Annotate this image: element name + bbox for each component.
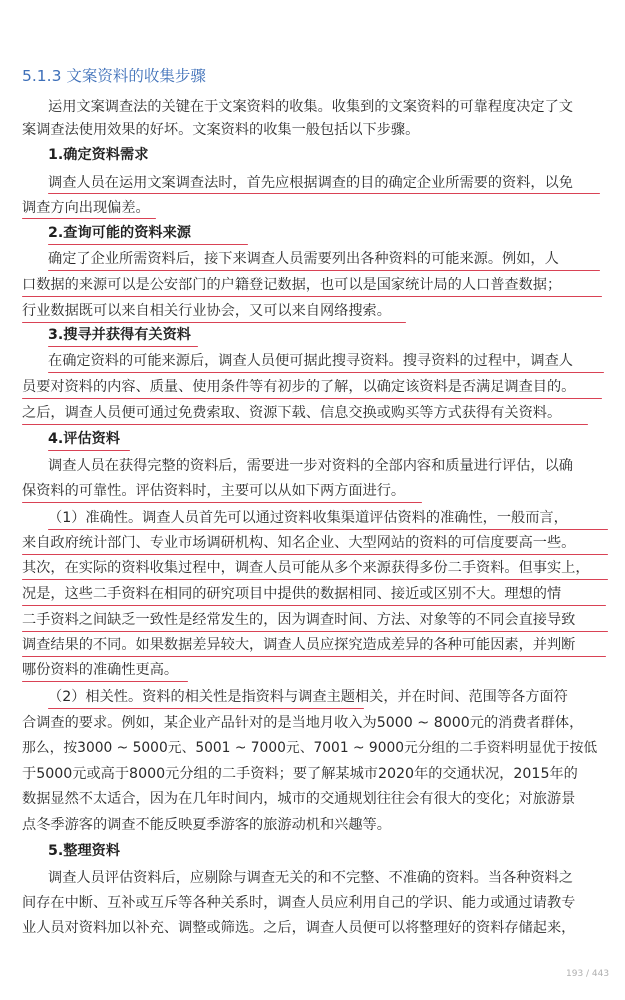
highlight-underline [22, 502, 422, 503]
paragraph-line: 调查方向出现偏差。 [22, 200, 150, 216]
paragraph-line: 口数据的来源可以是公安部门的户籍登记数据，也可以是国家统计局的人口普查数据； [22, 277, 562, 293]
highlight-underline [48, 708, 364, 709]
paragraph-line: 合调查的要求。例如，某企业产品针对的是当地月收入为5000 ~ 8000元的消费者群体， [22, 715, 584, 731]
highlight-underline [48, 450, 130, 451]
paragraph-line: 运用文案调查法的关键在于文案资料的收集。收集到的文案资料的可靠程度决定了文 [48, 99, 573, 115]
highlight-underline [22, 322, 406, 323]
paragraph-line: 调查结果的不同。如果数据差异较大，调查人员应探究造成差异的各种可能因素，并判断 [22, 637, 576, 653]
highlight-underline [22, 681, 188, 682]
step-heading: 4.评估资料 [48, 431, 121, 447]
highlight-underline [22, 398, 602, 399]
highlight-underline [22, 554, 608, 555]
step-heading: 2.查询可能的资料来源 [48, 225, 191, 241]
paragraph-line: 哪份资料的准确性更高。 [22, 662, 179, 678]
paragraph-line: （1）准确性。调查人员首先可以通过资料收集渠道评估资料的准确性，一般而言， [48, 510, 568, 526]
paragraph-line: 保资料的可靠性。评估资料时，主要可以从如下两方面进行。 [22, 483, 406, 499]
paragraph-line: 之后，调查人员便可通过免费索取、资源下载、信息交换或购买等方式获得有关资料。 [22, 405, 562, 421]
page-number: 193 / 443 [566, 969, 610, 979]
paragraph-line: （2）相关性。资料的相关性是指资料与调查主题相关，并在时间、范围等各方面符 [48, 689, 568, 705]
highlight-underline [48, 529, 608, 530]
highlight-underline [22, 424, 588, 425]
highlight-underline [48, 270, 600, 271]
highlight-underline [22, 631, 608, 632]
paragraph-line: 二手资料之间缺乏一致性是经常发生的，因为调查时间、方法、对象等的不同会直接导致 [22, 612, 576, 628]
paragraph-line: 确定了企业所需资料后，接下来调查人员需要列出各种资料的可能来源。例如，人 [48, 251, 559, 267]
highlight-underline [48, 244, 248, 245]
paragraph-line: 来自政府统计部门、专业市场调研机构、知名企业、大型网站的资料的可信度要高一些。 [22, 535, 576, 551]
paragraph-line: 调查人员在获得完整的资料后，需要进一步对资料的全部内容和质量进行评估，以确 [48, 458, 573, 474]
highlight-underline [48, 193, 600, 194]
highlight-underline [48, 346, 198, 347]
highlight-underline [48, 372, 604, 373]
paragraph-line: 调查人员评估资料后，应剔除与调查无关的和不完整、不准确的资料。当各种资料之 [48, 870, 573, 886]
highlight-underline [22, 218, 156, 219]
step-heading: 3.搜寻并获得有关资料 [48, 327, 191, 343]
paragraph-line: 点冬季游客的调查不能反映夏季游客的旅游动机和兴趣等。 [22, 817, 391, 833]
paragraph-line: 数据显然不太适合，因为在几年时间内，城市的交通规划往往会有很大的变化；对旅游景 [22, 791, 576, 807]
step-heading: 1.确定资料需求 [48, 147, 149, 163]
paragraph-line: 调查人员在运用文案调查法时，首先应根据调查的目的确定企业所需要的资料，以免 [48, 175, 573, 191]
paragraph-line: 行业数据既可以来自相关行业协会，又可以来自网络搜索。 [22, 303, 391, 319]
paragraph-line: 业人员对资料加以补充、调整或筛选。之后，调查人员便可以将整理好的资料存储起来， [22, 920, 576, 936]
step-heading: 5.整理资料 [48, 843, 121, 859]
paragraph-line: 案调查法使用效果的好坏。文案资料的收集一般包括以下步骤。 [22, 122, 420, 138]
section-heading: 5.1.3 文案资料的收集步骤 [22, 67, 206, 85]
paragraph-line: 在确定资料的可能来源后，调查人员便可据此搜寻资料。搜寻资料的过程中，调查人 [48, 353, 573, 369]
paragraph-line: 那么，按3000 ~ 5000元、5001 ~ 7000元、7001 ~ 9000元分组的二手资料明显优于按低 [22, 740, 598, 756]
paragraph-line: 间存在中断、互补或互斥等各种关系时，调查人员应利用自己的学识、能力或通过请教专 [22, 895, 576, 911]
paragraph-line: 员要对资料的内容、质量、使用条件等有初步的了解，以确定该资料是否满足调查目的。 [22, 379, 576, 395]
highlight-underline [22, 579, 608, 580]
highlight-underline [22, 605, 606, 606]
paragraph-line: 况是，这些二手资料在相同的研究项目中提供的数据相同、接近或区别不大。理想的情 [22, 586, 562, 602]
paragraph-line: 其次，在实际的资料收集过程中，调查人员可能从多个来源获得多份二手资料。但事实上， [22, 560, 590, 576]
highlight-underline [22, 656, 606, 657]
paragraph-line: 于5000元或高于8000元分组的二手资料；要了解某城市2020年的交通状况，2015年的 [22, 766, 578, 782]
highlight-underline [22, 296, 602, 297]
